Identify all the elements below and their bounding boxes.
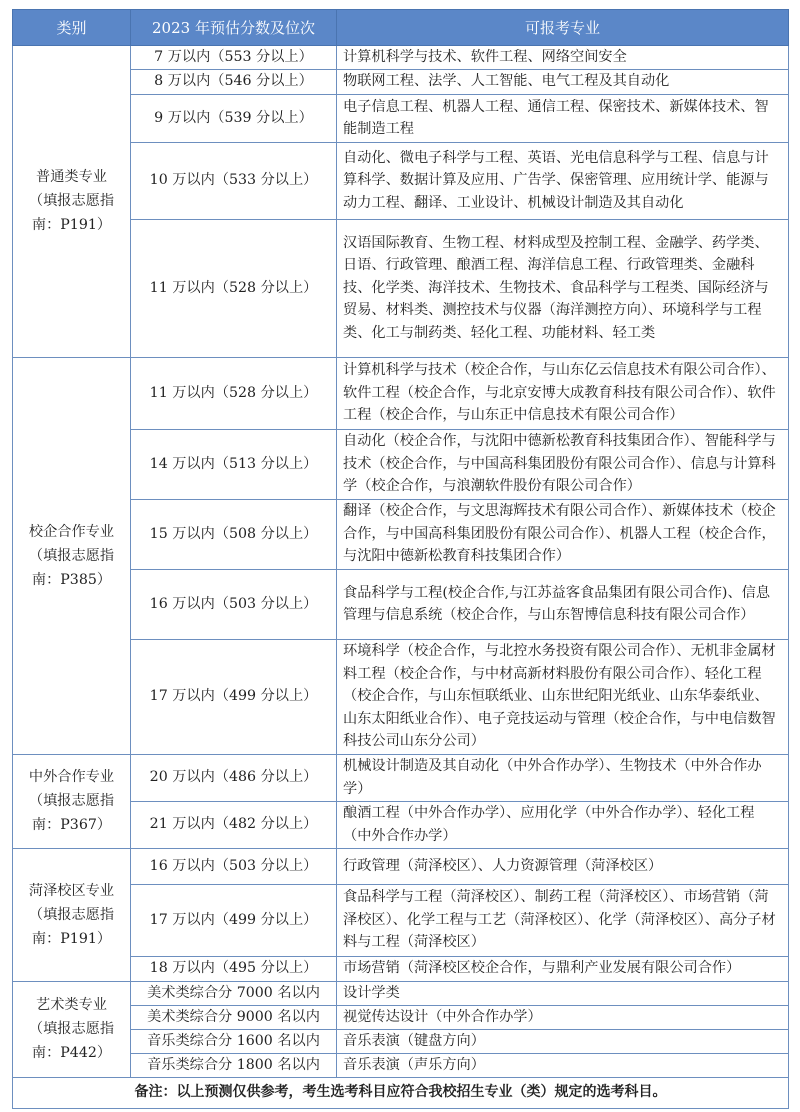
- category-cell: [13, 754, 131, 848]
- category-line: 校企合作专业: [28, 523, 115, 540]
- major-cell: 酿酒工程（中外合作办学）、应用化学（中外合作办学）、轻化工程（中外合作办学）: [337, 801, 789, 848]
- category-line: 南：P367）: [31, 817, 112, 834]
- rank-cell: 20 万以内（486 分以上）: [131, 754, 337, 801]
- rank-cell: 17 万以内（499 分以上）: [131, 639, 337, 754]
- category-line: 南：P442）: [31, 1045, 112, 1062]
- rank-cell: 10 万以内（533 分以上）: [131, 142, 337, 219]
- rank-cell: 17 万以内（499 分以上）: [131, 884, 337, 956]
- major-cell: 汉语国际教育、生物工程、材料成型及控制工程、金融学、药学类、日语、行政管理、酿酒工程、海洋信息工程、行政管理类、金融科技、化学类、海洋技术、生物技术、食品科学与工程类、国际经济与贸易、材料类、测控技术与仪器（海洋测控方向）、环境科学与工程类、化工与制药类、轻化工程、功能材料、轻工类: [337, 219, 789, 357]
- category-cell: [13, 357, 131, 754]
- category-line: （填报志愿指: [28, 793, 115, 810]
- table-header-row: [13, 10, 789, 46]
- major-cell: 机械设计制造及其自动化（中外合作办学）、生物技术（中外合作办学）: [337, 754, 789, 801]
- category-line: 南：P191）: [31, 217, 112, 234]
- rank-cell: 美术类综合分 7000 名以内: [131, 981, 337, 1005]
- rank-cell: 9 万以内（539 分以上）: [131, 94, 337, 142]
- rank-cell: 21 万以内（482 分以上）: [131, 801, 337, 848]
- header-rank: 2023 年预估分数及位次: [131, 10, 337, 46]
- category-line: （填报志愿指: [28, 193, 115, 210]
- rank-cell: 7 万以内（553 分以上）: [131, 46, 337, 70]
- major-cell: 市场营销（菏泽校区校企合作，与鼎利产业发展有限公司合作）: [337, 956, 789, 981]
- rank-cell: 15 万以内（508 分以上）: [131, 499, 337, 569]
- major-cell: 翻译（校企合作，与文思海辉技术有限公司合作）、新媒体技术（校企合作，与中国高科集团股份有限公司合作）、机器人工程（校企合作，与沈阳中德新松教育科技集团合作）: [337, 499, 789, 569]
- rank-cell: 美术类综合分 9000 名以内: [131, 1005, 337, 1029]
- table-row: [13, 848, 789, 884]
- note-row: [13, 1077, 789, 1108]
- rank-cell: 音乐类综合分 1600 名以内: [131, 1029, 337, 1053]
- major-cell: 食品科学与工程(校企合作,与江苏益客食品集团有限公司合作)、信息管理与信息系统（校企合作，与山东智博信息科技有限公司合作）: [337, 569, 789, 639]
- category-line: （填报志愿指: [28, 1021, 115, 1038]
- rank-cell: 11 万以内（528 分以上）: [131, 357, 337, 429]
- rank-cell: 8 万以内（546 分以上）: [131, 69, 337, 94]
- category-line: 南：P191）: [31, 930, 112, 947]
- major-cell: 设计学类: [337, 981, 789, 1005]
- major-cell: 计算机科学与技术（校企合作，与山东亿云信息技术有限公司合作）、软件工程（校企合作，与北京安博大成教育科技有限公司合作）、软件工程（校企合作，与山东正中信息技术有限公司合作）: [337, 357, 789, 429]
- category-line: （填报志愿指: [28, 547, 115, 564]
- category-cell: [13, 46, 131, 358]
- admission-table-wrapper: [12, 9, 788, 1109]
- category-line: 普通类专业: [36, 169, 107, 186]
- major-cell: 环境科学（校企合作，与北控水务投资有限公司合作）、无机非金属材料工程（校企合作，与中材高新材料股份有限公司合作）、轻化工程（校企合作，与山东恒联纸业、山东世纪阳光纸业、山东华泰纸业、山东太阳纸业合作）、电子竞技运动与管理（校企合作，与中电信数智科技公司山东分公司）: [337, 639, 789, 754]
- major-cell: 音乐表演（声乐方向）: [337, 1053, 789, 1077]
- table-row: [13, 46, 789, 70]
- rank-cell: 音乐类综合分 1800 名以内: [131, 1053, 337, 1077]
- header-major: 可报考专业: [337, 10, 789, 46]
- major-cell: 食品科学与工程（菏泽校区）、制药工程（菏泽校区）、市场营销（菏泽校区）、化学工程与工艺（菏泽校区）、化学（菏泽校区）、高分子材料与工程（菏泽校区）: [337, 884, 789, 956]
- major-cell: 自动化（校企合作，与沈阳中德新松教育科技集团合作）、智能科学与技术（校企合作，与中国高科集团股份有限公司合作）、信息与计算科学（校企合作，与浪潮软件股份有限公司合作）: [337, 429, 789, 499]
- table-row: [13, 754, 789, 801]
- major-cell: 行政管理（菏泽校区）、人力资源管理（菏泽校区）: [337, 848, 789, 884]
- major-cell: 音乐表演（键盘方向）: [337, 1029, 789, 1053]
- admission-table: [12, 9, 789, 1109]
- category-line: 中外合作专业: [28, 769, 115, 786]
- rank-cell: 16 万以内（503 分以上）: [131, 848, 337, 884]
- major-cell: 物联网工程、法学、人工智能、电气工程及其自动化: [337, 69, 789, 94]
- category-line: 南：P385）: [31, 571, 112, 588]
- major-cell: 计算机科学与技术、软件工程、网络空间安全: [337, 46, 789, 70]
- header-category: 类别: [13, 10, 131, 46]
- table-row: [13, 981, 789, 1005]
- major-cell: 视觉传达设计（中外合作办学）: [337, 1005, 789, 1029]
- rank-cell: 16 万以内（503 分以上）: [131, 569, 337, 639]
- rank-cell: 14 万以内（513 分以上）: [131, 429, 337, 499]
- major-cell: 自动化、微电子科学与工程、英语、光电信息科学与工程、信息与计算科学、数据计算及应用、广告学、保密管理、应用统计学、能源与动力工程、翻译、工业设计、机械设计制造及其自动化: [337, 142, 789, 219]
- major-cell: 电子信息工程、机器人工程、通信工程、保密技术、新媒体技术、智能制造工程: [337, 94, 789, 142]
- note-cell: 备注：以上预测仅供参考，考生选考科目应符合我校招生专业（类）规定的选考科目。: [13, 1077, 789, 1108]
- rank-cell: 11 万以内（528 分以上）: [131, 219, 337, 357]
- category-line: 菏泽校区专业: [28, 882, 115, 899]
- category-line: 艺术类专业: [36, 997, 107, 1014]
- table-row: [13, 357, 789, 429]
- category-line: （填报志愿指: [28, 906, 115, 923]
- rank-cell: 18 万以内（495 分以上）: [131, 956, 337, 981]
- category-cell: [13, 981, 131, 1077]
- category-cell: [13, 848, 131, 981]
